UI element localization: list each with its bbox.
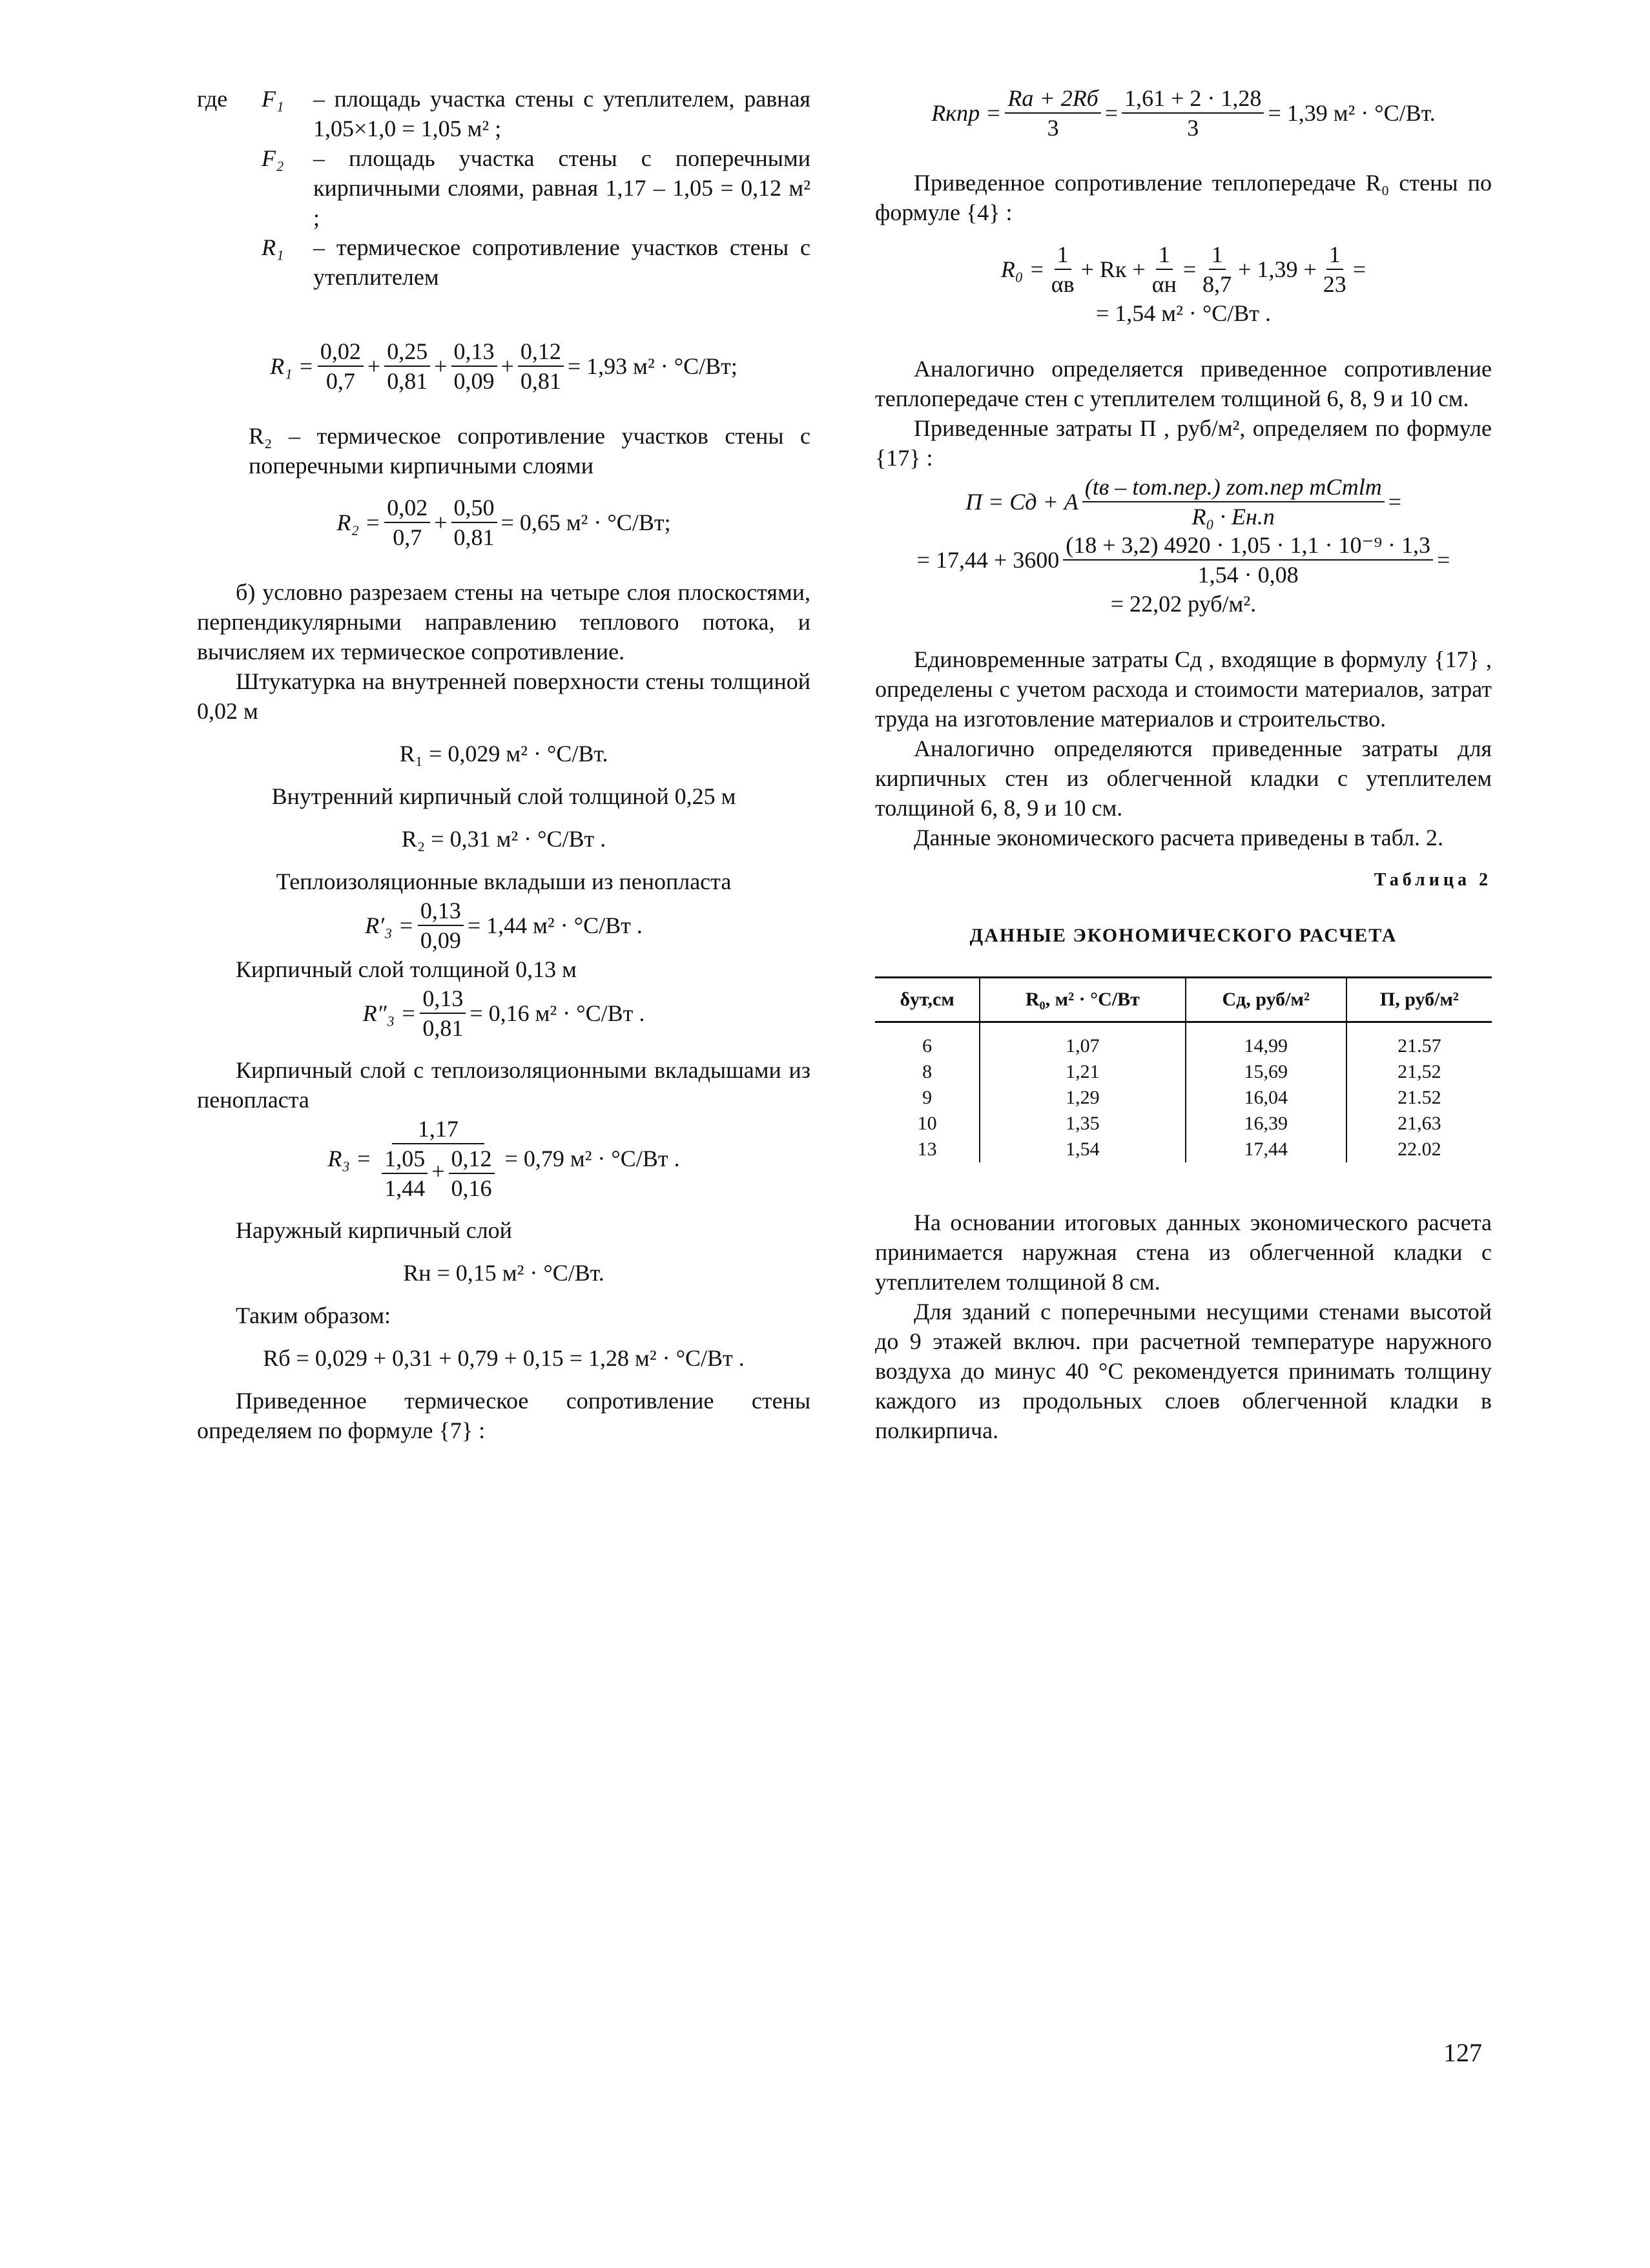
equals-sign: = — [1437, 547, 1450, 573]
equation-r1: R₁ = $\frac{0,02}{0,7}$ + $\frac{0,25}{0,81}$ + $\frac{0,13}{0,09}$ + $\frac{0,12}{0,81}$ = 1,93 м² · °С/Вт; — [270, 338, 737, 394]
paragraph-analog2: Аналогично определяются приведенные затраты для кирпичных стен из облегченной кладки с утеплителем толщиной 6, 8, 9 и 10 см. — [875, 736, 1492, 821]
numerator: 1 — [1326, 240, 1343, 270]
def-symbol: F₁ — [262, 86, 284, 112]
definitions-list — [197, 84, 810, 292]
table-cell: 1,21 — [980, 1059, 1185, 1085]
paragraph-conclusion1: На основании итоговых данных экономического расчета принимается наружная стена из облегченной кладки с утеплителем толщиной 8 см. — [875, 1210, 1492, 1295]
numerator: 0,25 — [384, 337, 430, 367]
plus-sign: + — [431, 1158, 445, 1184]
numerator: 0,50 — [451, 493, 497, 523]
def-symbol: F₂ — [262, 145, 284, 171]
def-label — [197, 232, 262, 292]
fraction — [1063, 531, 1433, 589]
eq-middle: + Rк + — [1080, 256, 1146, 282]
table-title: ДАННЫЕ ЭКОНОМИЧЕСКОГО РАСЧЕТА — [969, 925, 1397, 946]
equation-r3-prime — [197, 896, 810, 954]
paragraph-reduced: Приведенное термическое сопротивление стены определяем по формуле {7} : — [197, 1388, 810, 1443]
eq-lhs: R₀ = — [1000, 256, 1045, 282]
fraction — [318, 337, 364, 395]
eq-lhs: R′₃ = — [365, 912, 414, 938]
table-cell: 8 — [922, 1061, 933, 1082]
table-cell: 16,39 — [1186, 1111, 1346, 1137]
eq-rhs: = 1,93 м² · °С/Вт; — [567, 353, 737, 379]
paragraph-plaster: Штукатурка на внутренней поверхности стены толщиной 0,02 м — [197, 668, 810, 724]
equation-p — [875, 473, 1492, 531]
denominator: 0,81 — [387, 368, 428, 394]
fraction — [1049, 240, 1077, 298]
denominator: 3 — [1187, 115, 1199, 141]
paragraph-thus: Таким образом: — [236, 1303, 391, 1328]
table-cell: 1,29 — [980, 1085, 1185, 1111]
numerator: Rа + 2Rб — [1005, 84, 1100, 114]
eq-lhs: R₃ = — [327, 1146, 372, 1171]
denominator: 3 — [1047, 115, 1059, 141]
equation-p2 — [875, 531, 1492, 589]
table-cell: 16,04 — [1186, 1085, 1346, 1111]
paragraph-brick-foam: Кирпичный слой с теплоизоляционными вкладышами из пенопласта — [197, 1057, 810, 1113]
denominator: 0,7 — [393, 524, 422, 550]
fraction — [375, 1115, 500, 1202]
numerator: 0,12 — [518, 337, 564, 367]
denominator: 0,09 — [420, 927, 461, 953]
eq-rhs: = 0,79 м² · °С/Вт . — [504, 1146, 680, 1171]
denominator: 0,7 — [325, 368, 355, 394]
equation-rn: Rн = 0,15 м² · °С/Вт. — [403, 1260, 604, 1286]
numerator: 0,12 — [449, 1144, 495, 1174]
left-column — [197, 84, 810, 1445]
eq-lhs: R₁ = — [270, 353, 314, 379]
numerator: 0,02 — [384, 493, 430, 523]
table-label: Таблица 2 — [1374, 870, 1492, 890]
eq-lhs: R₂ = — [336, 510, 381, 535]
table-cell: 21,63 — [1346, 1111, 1492, 1137]
eq-rhs: = 0,16 м² · °С/Вт . — [469, 1000, 645, 1026]
fraction — [518, 337, 564, 395]
column-header: δут,см — [875, 978, 980, 1022]
paragraph-brick013: Кирпичный слой толщиной 0,13 м — [236, 956, 577, 982]
denominator: 0,16 — [451, 1175, 492, 1201]
table-cell: 21,52 — [1346, 1059, 1492, 1085]
equals-sign: = — [1388, 489, 1402, 515]
numerator: 0,13 — [418, 896, 464, 926]
fraction — [420, 984, 466, 1042]
table-row — [875, 1137, 1492, 1162]
eq-rhs: = 1,39 м² · °С/Вт. — [1268, 100, 1436, 126]
table-row — [875, 1085, 1492, 1111]
numerator: 1,05 — [382, 1144, 428, 1174]
numerator: 1,17 — [392, 1115, 484, 1144]
eq-rhs: = 0,65 м² · °С/Вт; — [500, 510, 671, 535]
paragraph-foam: Теплоизоляционные вкладыши из пенопласта — [276, 869, 732, 894]
eq-lhs: Rкпр = — [931, 100, 1002, 126]
equation-r2: R₂ = $\frac{0,02}{0,7}$ + $\frac{0,50}{0,81}$ = 0,65 м² · °С/Вт; — [336, 495, 671, 550]
page-number: 127 — [1443, 2038, 1482, 2067]
table-cell: 15,69 — [1186, 1059, 1346, 1085]
fraction — [418, 896, 464, 954]
def-label: где — [197, 86, 228, 112]
paragraph-onetime: Единовременные затраты Сд , входящие в формулу {17} , определены с учетом расхода и стоимости материалов, затрат труда на изготовление материалов и строительство. — [875, 646, 1492, 732]
equation-plaster: R₁ = 0,029 м² · °С/Вт. — [399, 741, 608, 767]
denominator: 0,09 — [453, 368, 495, 394]
def-text: – площадь участка стены с поперечными кирпичными слоями, равная 1,17 – 1,05 = 0,12 м² ; — [313, 145, 810, 231]
eq-lhs: = 17,44 + 3600 — [916, 547, 1060, 573]
paragraph-costs: Приведенные затраты П , руб/м², определяем по формуле {17} : — [875, 415, 1492, 471]
paragraph-r0: Приведенное сопротивление теплопередаче R₀ стены по формуле {4} : — [875, 170, 1492, 225]
economic-data-table — [875, 976, 1492, 1162]
denominator: 23 — [1323, 271, 1346, 297]
equation-r3 — [197, 1115, 810, 1202]
def-symbol: R₁ — [262, 234, 284, 260]
denominator: 0,81 — [422, 1015, 464, 1041]
table-cell: 13 — [917, 1139, 937, 1160]
denominator: 0,81 — [453, 524, 495, 550]
fraction — [451, 493, 497, 552]
def-text: – площадь участка стены с утеплителем, равная 1,05×1,0 = 1,05 м² ; — [313, 86, 810, 141]
table-row — [875, 1111, 1492, 1137]
eq-lhs: П = Сд + А — [965, 489, 1078, 515]
denominator: 1,54 · 0,08 — [1197, 562, 1299, 588]
table-cell: 10 — [917, 1113, 937, 1134]
table-cell: 21.57 — [1346, 1022, 1492, 1060]
equation-r3-double-prime — [197, 984, 810, 1042]
table-cell: 1,54 — [980, 1137, 1185, 1162]
column-header: R₀, м² · °С/Вт — [980, 978, 1185, 1022]
numerator: 0,13 — [451, 337, 497, 367]
fraction — [1321, 240, 1349, 298]
eq-middle: + 1,39 + — [1238, 256, 1317, 282]
paragraph-conclusion2: Для зданий с поперечными несущими стенами высотой до 9 этажей включ. при расчетной температуре наружного воздуха до минус 40 °С рекомендуется принимать толщину каждого из продольных слоев облегченной кладки в полкирпича. — [875, 1299, 1492, 1443]
numerator: 1 — [1209, 240, 1226, 270]
numerator: 0,02 — [318, 337, 364, 367]
table-row — [875, 1059, 1492, 1085]
fraction — [384, 493, 430, 552]
table-cell: 9 — [922, 1087, 933, 1108]
eq-lhs: R″₃ = — [362, 1000, 417, 1026]
equals-sign: = — [1352, 256, 1366, 282]
numerator: 0,13 — [420, 984, 466, 1014]
equation-r0-result: = 1,54 м² · °С/Вт . — [1095, 300, 1272, 326]
numerator: (tв – tот.пер.) zот.пер mСтlт — [1082, 473, 1385, 502]
table-cell: 6 — [922, 1035, 933, 1057]
paragraph-inner-brick: Внутренний кирпичный слой толщиной 0,25 м — [271, 783, 736, 809]
paragraph-b: б) условно разрезаем стены на четыре слоя плоскостями, перпендикулярными направлению теплового потока, и вычисляем их термическое сопротивление. — [197, 579, 810, 665]
equation-p3: = 22,02 руб/м². — [1110, 591, 1257, 617]
table-cell: 1,07 — [980, 1022, 1185, 1060]
eq-rhs: = 1,44 м² · °С/Вт . — [467, 912, 643, 938]
table-row — [875, 1022, 1492, 1060]
paragraph-data-ref: Данные экономического расчета приведены в табл. 2. — [914, 825, 1444, 850]
fraction — [1122, 84, 1264, 142]
table-cell: 14,99 — [1186, 1022, 1346, 1060]
denominator — [375, 1144, 500, 1202]
denominator: 8,7 — [1202, 271, 1232, 297]
fraction — [449, 1144, 495, 1202]
fraction — [451, 337, 497, 395]
table-cell: 1,35 — [980, 1111, 1185, 1137]
equation-rk: Rкпр = $\frac{Rа + 2Rб}{3}$ = $\frac{1,61 + 2 \cdot 1,28}{3}$ = 1,39 м² · °С/Вт. — [931, 85, 1436, 141]
column-header: П, руб/м² — [1346, 978, 1492, 1022]
numerator: 1 — [1156, 240, 1173, 270]
table-cell: 22.02 — [1346, 1137, 1492, 1162]
def-text: – термическое сопротивление участков стены с утеплителем — [313, 234, 810, 290]
fraction — [1005, 84, 1100, 142]
denominator: αн — [1151, 271, 1177, 297]
fraction — [382, 1144, 428, 1202]
table-header-row — [875, 978, 1492, 1022]
paragraph-analog1: Аналогично определяется приведенное сопротивление теплопередаче стен с утеплителем толщиной 6, 8, 9 и 10 см. — [875, 356, 1492, 411]
numerator: 1 — [1055, 240, 1071, 270]
table-cell: 21.52 — [1346, 1085, 1492, 1111]
denominator: 1,44 — [384, 1175, 426, 1201]
denominator: R₀ · Ен.п — [1191, 504, 1275, 530]
denominator: 0,81 — [520, 368, 561, 394]
fraction — [384, 337, 430, 395]
def-label — [197, 143, 262, 232]
fraction — [1200, 240, 1234, 298]
equation-r0 — [875, 240, 1492, 298]
equals-sign: = — [1182, 256, 1197, 282]
fraction — [1082, 473, 1385, 531]
denominator: αв — [1051, 271, 1075, 297]
numerator: (18 + 3,2) 4920 · 1,05 · 1,1 · 10⁻⁹ · 1,3 — [1063, 531, 1433, 561]
r2-definition: R₂ – термическое сопротивление участков стены с поперечными кирпичными слоями — [249, 423, 810, 479]
right-column — [875, 84, 1492, 1445]
fraction — [1150, 240, 1179, 298]
table-cell: 17,44 — [1186, 1137, 1346, 1162]
equation-rb: Rб = 0,029 + 0,31 + 0,79 + 0,15 = 1,28 м² · °С/Вт . — [263, 1345, 745, 1371]
column-header: Сд, руб/м² — [1186, 978, 1346, 1022]
paragraph-outer-brick: Наружный кирпичный слой — [236, 1217, 512, 1243]
numerator: 1,61 + 2 · 1,28 — [1122, 84, 1264, 114]
equation-inner: R₂ = 0,31 м² · °С/Вт . — [401, 826, 606, 852]
